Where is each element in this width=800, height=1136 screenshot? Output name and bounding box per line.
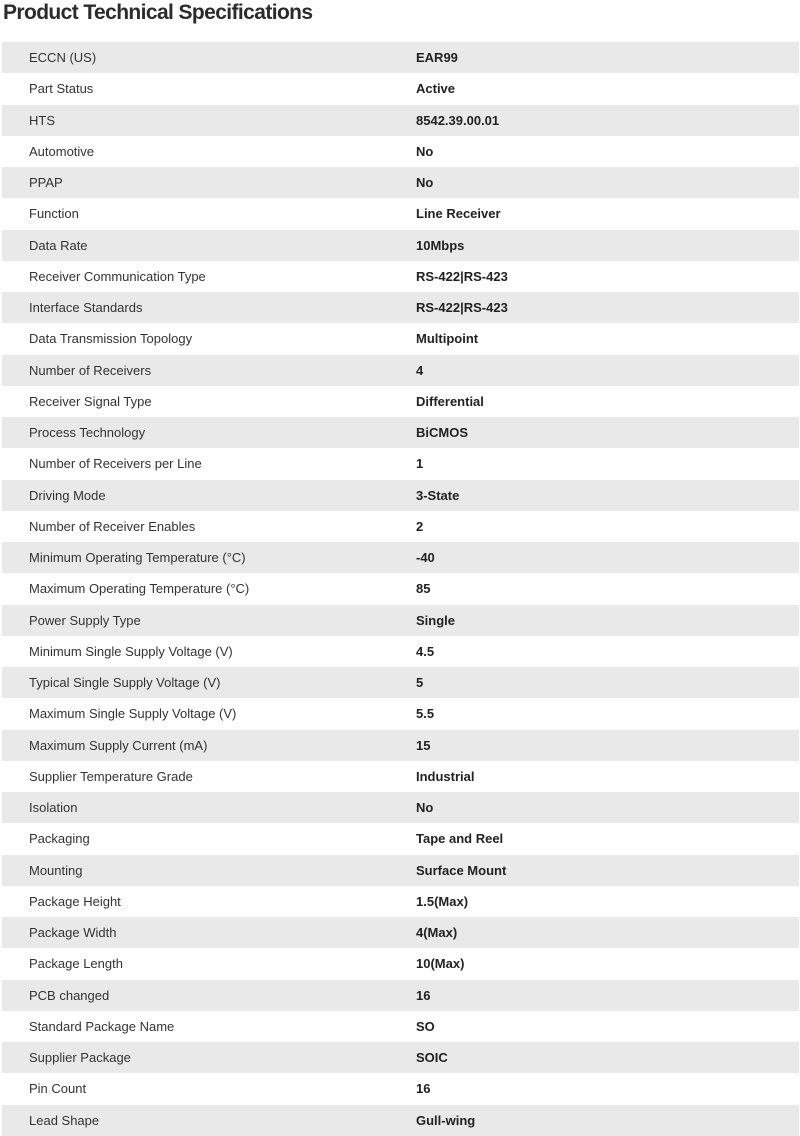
spec-label: ECCN (US) bbox=[29, 50, 97, 66]
spec-value: -40 bbox=[416, 550, 435, 566]
spec-label: Power Supply Type bbox=[29, 612, 141, 628]
spec-label: Receiver Communication Type bbox=[29, 268, 206, 284]
page-title: Product Technical Specifications bbox=[3, 1, 313, 24]
table-row bbox=[2, 980, 799, 1011]
table-row bbox=[2, 511, 799, 542]
spec-value: 4(Max) bbox=[416, 925, 458, 941]
table-row bbox=[2, 386, 799, 417]
table-row bbox=[2, 480, 799, 511]
table-row bbox=[2, 1042, 799, 1073]
spec-label: HTS bbox=[29, 112, 55, 128]
table-row bbox=[2, 292, 799, 323]
table-row bbox=[2, 136, 799, 167]
spec-label: Minimum Operating Temperature (°C) bbox=[29, 550, 246, 566]
spec-label: Mounting bbox=[29, 862, 83, 878]
spec-label: Maximum Operating Temperature (°C) bbox=[29, 581, 250, 597]
spec-value: 4.5 bbox=[416, 643, 435, 659]
spec-value: 16 bbox=[416, 987, 431, 1003]
spec-value: 1 bbox=[416, 456, 424, 472]
table-row bbox=[2, 667, 799, 698]
spec-value: 3-State bbox=[416, 487, 460, 503]
spec-label: Pin Count bbox=[29, 1081, 87, 1097]
spec-table-body bbox=[2, 42, 799, 1136]
table-row bbox=[2, 948, 799, 979]
spec-label: Package Height bbox=[29, 893, 121, 909]
spec-label: Process Technology bbox=[29, 425, 146, 441]
spec-value: 10(Max) bbox=[416, 956, 465, 972]
spec-value: Active bbox=[416, 81, 456, 97]
spec-value: Gull-wing bbox=[416, 1112, 476, 1128]
table-row bbox=[2, 886, 799, 917]
spec-label: PPAP bbox=[29, 175, 63, 191]
spec-value: Multipoint bbox=[416, 331, 479, 347]
spec-value: Surface Mount bbox=[416, 862, 507, 878]
spec-value: No bbox=[416, 143, 434, 159]
table-row bbox=[2, 761, 799, 792]
spec-label: Function bbox=[29, 206, 79, 222]
spec-label: Driving Mode bbox=[29, 487, 106, 503]
table-row bbox=[2, 73, 799, 104]
spec-value: Line Receiver bbox=[416, 206, 501, 222]
spec-table bbox=[2, 42, 799, 1136]
table-row bbox=[2, 198, 799, 229]
table-row bbox=[2, 823, 799, 854]
table-row bbox=[2, 105, 799, 136]
spec-value: 4 bbox=[416, 362, 424, 378]
spec-value: Tape and Reel bbox=[416, 831, 504, 847]
table-row bbox=[2, 1011, 799, 1042]
spec-value: RS-422|RS-423 bbox=[416, 300, 508, 316]
table-row bbox=[2, 636, 799, 667]
spec-value: EAR99 bbox=[416, 50, 458, 66]
spec-value: 5 bbox=[416, 675, 424, 691]
spec-label: Receiver Signal Type bbox=[29, 393, 152, 409]
spec-value: Industrial bbox=[416, 768, 475, 784]
spec-value: 1.5(Max) bbox=[416, 893, 469, 909]
table-row bbox=[2, 448, 799, 479]
table-row bbox=[2, 698, 799, 729]
spec-label: Interface Standards bbox=[29, 300, 143, 316]
spec-label: Data Rate bbox=[29, 237, 88, 253]
spec-label: Typical Single Supply Voltage (V) bbox=[29, 675, 221, 691]
spec-value: SO bbox=[416, 1018, 435, 1034]
spec-label: Number of Receivers bbox=[29, 362, 152, 378]
spec-value: No bbox=[416, 800, 434, 816]
spec-label: Supplier Package bbox=[29, 1050, 131, 1066]
spec-value: 15 bbox=[416, 737, 431, 753]
spec-label: Automotive bbox=[29, 143, 95, 159]
spec-label: Maximum Supply Current (mA) bbox=[29, 737, 208, 753]
table-row bbox=[2, 542, 799, 573]
table-row bbox=[2, 167, 799, 198]
spec-value: 10Mbps bbox=[416, 237, 465, 253]
spec-label: Supplier Temperature Grade bbox=[29, 768, 193, 784]
spec-label: PCB changed bbox=[29, 987, 110, 1003]
table-row bbox=[2, 730, 799, 761]
table-row bbox=[2, 1073, 799, 1104]
spec-value: Single bbox=[416, 612, 456, 628]
table-row bbox=[2, 261, 799, 292]
table-row bbox=[2, 792, 799, 823]
table-row bbox=[2, 417, 799, 448]
spec-label: Data Transmission Topology bbox=[29, 331, 193, 347]
spec-value: 16 bbox=[416, 1081, 431, 1097]
table-row bbox=[2, 230, 799, 261]
table-row bbox=[2, 605, 799, 636]
spec-label: Part Status bbox=[29, 81, 94, 97]
table-row bbox=[2, 1105, 799, 1136]
spec-value: 8542.39.00.01 bbox=[416, 112, 500, 128]
spec-label: Minimum Single Supply Voltage (V) bbox=[29, 643, 233, 659]
spec-label: Package Length bbox=[29, 956, 123, 972]
spec-value: Differential bbox=[416, 393, 484, 409]
spec-label: Lead Shape bbox=[29, 1112, 100, 1128]
table-row bbox=[2, 355, 799, 386]
table-row bbox=[2, 323, 799, 354]
spec-value: No bbox=[416, 175, 434, 191]
spec-label: Number of Receiver Enables bbox=[29, 518, 196, 534]
spec-value: 5.5 bbox=[416, 706, 435, 722]
spec-label: Isolation bbox=[29, 800, 78, 816]
spec-value: RS-422|RS-423 bbox=[416, 268, 508, 284]
spec-label: Packaging bbox=[29, 831, 90, 847]
spec-value: 85 bbox=[416, 581, 431, 597]
spec-value: 2 bbox=[416, 518, 424, 534]
spec-label: Maximum Single Supply Voltage (V) bbox=[29, 706, 237, 722]
table-row bbox=[2, 855, 799, 886]
spec-value: BiCMOS bbox=[416, 425, 468, 441]
table-row bbox=[2, 917, 799, 948]
spec-label: Standard Package Name bbox=[29, 1018, 175, 1034]
table-row bbox=[2, 42, 799, 73]
spec-label: Package Width bbox=[29, 925, 117, 941]
spec-label: Number of Receivers per Line bbox=[29, 456, 202, 472]
table-row bbox=[2, 573, 799, 604]
spec-value: SOIC bbox=[416, 1050, 448, 1066]
